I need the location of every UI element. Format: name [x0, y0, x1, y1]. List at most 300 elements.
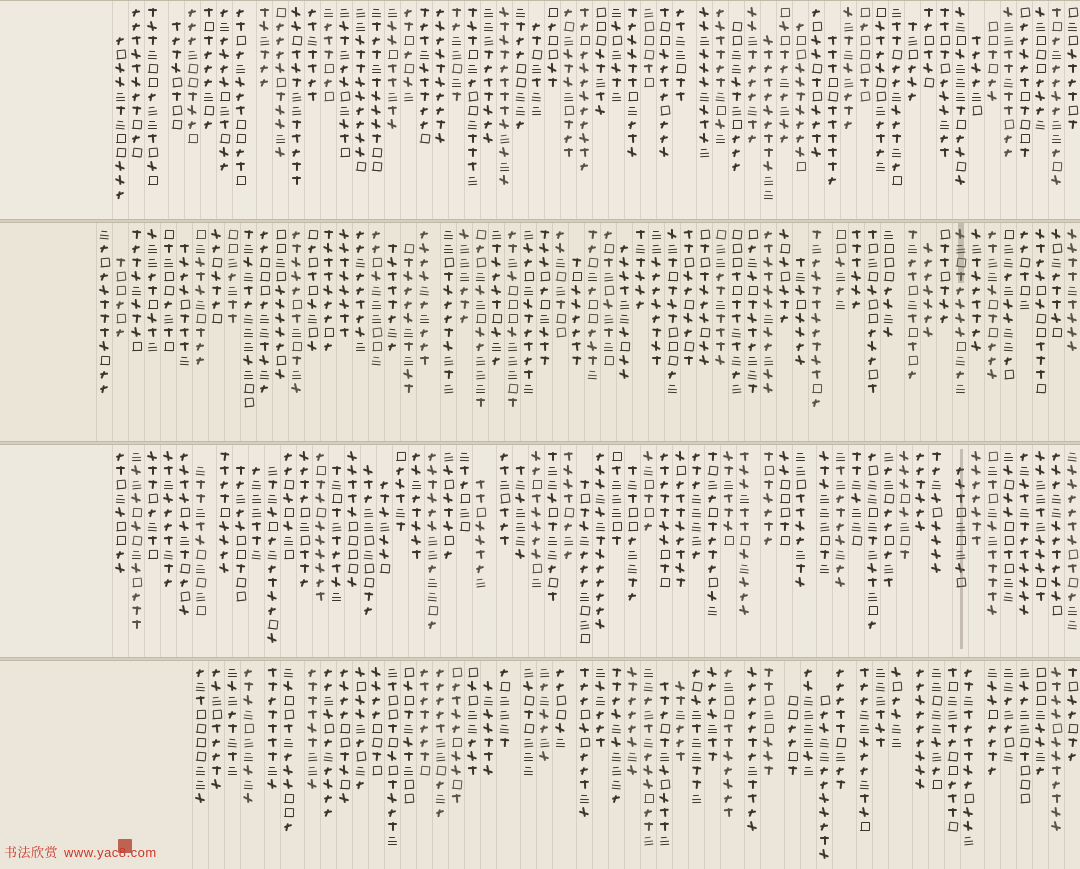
glyph-stroke: [211, 709, 223, 721]
glyph-stroke: [499, 479, 511, 491]
glyph-stroke: [795, 257, 807, 269]
handwritten-glyphs: [595, 7, 607, 116]
glyph-stroke: [370, 694, 382, 706]
glyph-stroke: [131, 465, 143, 477]
glyph-stroke: [955, 91, 966, 102]
glyph-stroke: [842, 6, 854, 18]
glyph-stroke: [523, 243, 535, 255]
glyph-stroke: [811, 119, 823, 131]
glyph-stroke: [418, 6, 430, 18]
glyph-stroke: [179, 341, 191, 353]
glyph-stroke: [682, 256, 694, 268]
glyph-stroke: [499, 105, 510, 116]
glyph-stroke: [1035, 451, 1046, 462]
glyph-stroke: [218, 48, 230, 60]
glyph-stroke: [403, 737, 414, 748]
glyph-stroke: [498, 464, 510, 476]
glyph-stroke: [883, 313, 895, 325]
glyph-stroke: [811, 271, 822, 282]
glyph-stroke: [723, 765, 734, 776]
glyph-stroke: [563, 535, 575, 547]
glyph-stroke: [659, 737, 670, 748]
glyph-stroke: [787, 709, 799, 721]
glyph-stroke: [747, 257, 759, 269]
glyph-stroke: [443, 549, 454, 560]
glyph-stroke: [419, 35, 431, 47]
glyph-stroke: [523, 723, 535, 735]
text-column: [552, 223, 568, 441]
glyph-stroke: [579, 807, 590, 818]
glyph-stroke: [627, 535, 638, 546]
glyph-stroke: [763, 161, 775, 173]
glyph-stroke: [418, 298, 430, 310]
handwritten-glyphs: [651, 229, 663, 366]
text-column: [840, 1, 856, 219]
text-column: [392, 445, 408, 657]
glyph-stroke: [731, 21, 743, 33]
glyph-stroke: [586, 228, 598, 240]
glyph-stroke: [595, 521, 606, 532]
glyph-stroke: [555, 285, 567, 297]
glyph-stroke: [667, 383, 679, 395]
glyph-stroke: [259, 313, 270, 324]
text-column: [208, 223, 224, 441]
glyph-stroke: [715, 133, 726, 144]
glyph-stroke: [675, 563, 687, 575]
glyph-stroke: [387, 271, 399, 283]
text-column: [736, 661, 744, 869]
glyph-stroke: [515, 493, 526, 504]
glyph-stroke: [331, 493, 342, 504]
handwritten-glyphs: [915, 451, 927, 532]
glyph-stroke: [251, 507, 263, 519]
handwritten-glyphs: [563, 7, 575, 158]
glyph-stroke: [675, 91, 687, 103]
glyph-stroke: [386, 312, 398, 324]
glyph-stroke: [875, 105, 886, 116]
glyph-stroke: [803, 695, 815, 707]
glyph-stroke: [307, 341, 319, 353]
glyph-stroke: [563, 479, 574, 490]
glyph-stroke: [891, 35, 903, 47]
text-column: [328, 445, 344, 657]
glyph-stroke: [659, 479, 671, 491]
glyph-stroke: [875, 709, 887, 721]
glyph-stroke: [323, 793, 334, 804]
glyph-stroke: [370, 326, 382, 338]
glyph-stroke: [835, 521, 847, 533]
glyph-stroke: [699, 77, 710, 88]
glyph-stroke: [595, 535, 607, 547]
glyph-stroke: [819, 849, 830, 860]
glyph-stroke: [827, 161, 838, 172]
text-column: [792, 1, 808, 219]
glyph-stroke: [1066, 576, 1078, 588]
glyph-stroke: [683, 355, 694, 366]
glyph-stroke: [803, 737, 814, 748]
glyph-stroke: [795, 161, 806, 172]
glyph-stroke: [1050, 520, 1062, 532]
glyph-stroke: [363, 493, 375, 505]
glyph-stroke: [1002, 48, 1014, 60]
glyph-stroke: [266, 562, 278, 574]
glyph-stroke: [691, 695, 703, 707]
glyph-stroke: [923, 7, 934, 18]
glyph-stroke: [522, 666, 534, 678]
text-column: [1016, 445, 1032, 657]
handwritten-glyphs: [611, 451, 623, 546]
glyph-stroke: [795, 479, 807, 491]
glyph-stroke: [371, 105, 382, 116]
glyph-stroke: [474, 492, 486, 504]
glyph-stroke: [907, 77, 918, 88]
glyph-stroke: [746, 382, 758, 394]
glyph-stroke: [459, 243, 471, 255]
glyph-stroke: [314, 506, 326, 518]
glyph-stroke: [507, 369, 518, 380]
glyph-stroke: [371, 7, 382, 18]
glyph-stroke: [403, 383, 415, 395]
glyph-stroke: [531, 91, 543, 103]
glyph-stroke: [1035, 35, 1046, 46]
glyph-stroke: [667, 257, 679, 269]
glyph-stroke: [987, 695, 999, 707]
glyph-stroke: [283, 723, 295, 735]
glyph-stroke: [539, 751, 551, 763]
glyph-stroke: [578, 506, 590, 518]
glyph-stroke: [762, 506, 774, 518]
glyph-stroke: [939, 77, 951, 89]
glyph-stroke: [322, 708, 334, 720]
glyph-stroke: [747, 243, 758, 254]
glyph-stroke: [130, 34, 142, 46]
handwritten-glyphs: [203, 7, 215, 130]
glyph-stroke: [658, 708, 670, 720]
glyph-stroke: [419, 327, 431, 339]
glyph-stroke: [466, 90, 478, 102]
glyph-stroke: [707, 507, 718, 518]
glyph-stroke: [947, 681, 958, 692]
glyph-stroke: [275, 91, 287, 103]
glyph-stroke: [579, 133, 591, 145]
glyph-stroke: [1051, 591, 1062, 602]
glyph-stroke: [130, 76, 142, 88]
handwritten-glyphs: [99, 229, 111, 394]
glyph-stroke: [419, 313, 430, 324]
glyph-stroke: [667, 341, 678, 352]
handwritten-glyphs: [275, 7, 287, 158]
glyph-stroke: [1019, 299, 1031, 311]
glyph-stroke: [99, 327, 110, 338]
text-column: [776, 1, 792, 219]
glyph-stroke: [259, 383, 271, 395]
glyph-stroke: [579, 35, 590, 46]
handwritten-glyphs: [323, 229, 335, 352]
glyph-stroke: [715, 77, 726, 88]
glyph-stroke: [355, 229, 366, 240]
glyph-stroke: [987, 369, 999, 381]
text-column: [512, 661, 520, 869]
glyph-stroke: [147, 535, 158, 546]
glyph-stroke: [858, 680, 870, 692]
glyph-stroke: [130, 478, 142, 490]
glyph-stroke: [843, 119, 855, 131]
glyph-stroke: [419, 119, 431, 131]
glyph-stroke: [403, 21, 415, 33]
glyph-stroke: [827, 77, 838, 88]
glyph-stroke: [147, 7, 158, 18]
glyph-stroke: [739, 465, 750, 476]
glyph-stroke: [371, 49, 383, 61]
glyph-stroke: [267, 591, 278, 602]
glyph-stroke: [747, 49, 758, 60]
glyph-stroke: [363, 605, 374, 616]
glyph-stroke: [210, 736, 222, 748]
glyph-stroke: [635, 299, 646, 310]
glyph-stroke: [939, 285, 951, 297]
glyph-stroke: [1003, 285, 1014, 296]
handwritten-glyphs: [307, 7, 319, 102]
glyph-stroke: [819, 507, 830, 518]
glyph-stroke: [963, 695, 975, 707]
glyph-stroke: [299, 465, 311, 477]
glyph-stroke: [874, 62, 886, 74]
glyph-stroke: [867, 577, 878, 588]
text-column: [616, 223, 632, 441]
glyph-stroke: [963, 821, 975, 833]
glyph-stroke: [187, 105, 199, 117]
glyph-stroke: [891, 77, 903, 89]
glyph-stroke: [475, 369, 487, 381]
glyph-stroke: [355, 133, 366, 144]
glyph-stroke: [482, 708, 494, 720]
glyph-stroke: [467, 21, 479, 33]
glyph-stroke: [747, 313, 758, 324]
glyph-stroke: [987, 91, 998, 102]
glyph-stroke: [147, 77, 158, 88]
text-column: [824, 1, 840, 219]
handwritten-glyphs: [483, 681, 495, 776]
glyph-stroke: [1034, 340, 1046, 352]
text-column: [320, 1, 336, 219]
glyph-stroke: [611, 681, 623, 693]
handwritten-glyphs: [475, 229, 487, 408]
glyph-stroke: [659, 63, 671, 75]
glyph-stroke: [331, 465, 342, 476]
glyph-stroke: [387, 119, 398, 130]
glyph-stroke: [1035, 285, 1046, 296]
handwritten-glyphs: [475, 479, 487, 588]
handwritten-glyphs: [659, 681, 671, 846]
glyph-stroke: [163, 257, 174, 268]
glyph-stroke: [659, 723, 671, 735]
glyph-stroke: [259, 243, 270, 254]
glyph-stroke: [747, 821, 759, 833]
text-column: [376, 445, 392, 657]
glyph-stroke: [987, 35, 998, 46]
text-column: [688, 661, 704, 869]
glyph-stroke: [243, 341, 254, 352]
glyph-stroke: [939, 147, 950, 158]
glyph-stroke: [763, 285, 774, 296]
glyph-stroke: [219, 35, 230, 46]
glyph-stroke: [811, 7, 823, 19]
glyph-stroke: [235, 563, 247, 575]
glyph-stroke: [299, 493, 310, 504]
glyph-stroke: [115, 105, 127, 117]
handwritten-glyphs: [283, 667, 295, 832]
glyph-stroke: [859, 723, 870, 734]
glyph-stroke: [859, 737, 871, 749]
glyph-stroke: [227, 667, 238, 678]
glyph-stroke: [1019, 147, 1031, 159]
glyph-stroke: [235, 77, 246, 88]
glyph-stroke: [427, 563, 439, 575]
text-column: [232, 445, 248, 657]
glyph-stroke: [219, 119, 231, 131]
glyph-stroke: [674, 722, 686, 734]
glyph-stroke: [371, 765, 383, 777]
glyph-stroke: [571, 271, 582, 282]
glyph-stroke: [738, 576, 750, 588]
glyph-stroke: [290, 6, 302, 18]
text-column: [560, 1, 576, 219]
glyph-stroke: [658, 764, 670, 776]
glyph-stroke: [403, 667, 415, 679]
glyph-stroke: [283, 451, 294, 462]
glyph-stroke: [611, 521, 622, 532]
glyph-stroke: [1035, 751, 1046, 762]
glyph-stroke: [563, 521, 575, 533]
glyph-stroke: [482, 48, 494, 60]
glyph-stroke: [474, 478, 486, 490]
glyph-stroke: [275, 299, 287, 311]
glyph-stroke: [851, 465, 862, 476]
glyph-stroke: [114, 270, 126, 282]
glyph-stroke: [491, 257, 502, 268]
glyph-stroke: [962, 834, 974, 846]
glyph-stroke: [283, 821, 295, 833]
glyph-stroke: [970, 242, 982, 254]
glyph-stroke: [955, 119, 966, 130]
handwritten-glyphs: [803, 667, 815, 776]
glyph-stroke: [466, 160, 478, 172]
glyph-stroke: [115, 161, 126, 172]
text-column: [584, 223, 600, 441]
glyph-stroke: [675, 549, 687, 561]
handwritten-glyphs: [595, 667, 607, 748]
glyph-stroke: [371, 147, 383, 159]
glyph-stroke: [834, 548, 846, 560]
glyph-stroke: [235, 21, 246, 32]
glyph-stroke: [834, 576, 846, 588]
glyph-stroke: [931, 765, 942, 776]
glyph-stroke: [291, 355, 303, 367]
glyph-stroke: [147, 465, 158, 476]
glyph-stroke: [1067, 695, 1079, 707]
glyph-stroke: [666, 326, 678, 338]
glyph-stroke: [387, 91, 399, 103]
glyph-stroke: [507, 313, 518, 324]
glyph-stroke: [1066, 520, 1078, 532]
glyph-stroke: [531, 479, 542, 490]
text-column: [352, 223, 368, 441]
glyph-stroke: [1003, 521, 1014, 532]
glyph-stroke: [1034, 722, 1046, 734]
glyph-stroke: [987, 341, 998, 352]
glyph-stroke: [195, 257, 207, 269]
glyph-stroke: [371, 681, 383, 693]
glyph-stroke: [459, 285, 470, 296]
text-column: [808, 1, 824, 219]
text-column: [128, 445, 144, 657]
glyph-stroke: [451, 7, 462, 18]
glyph-stroke: [883, 271, 895, 283]
glyph-stroke: [643, 765, 654, 776]
glyph-stroke: [914, 464, 926, 476]
glyph-stroke: [195, 285, 207, 297]
glyph-stroke: [419, 765, 431, 777]
glyph-stroke: [658, 792, 670, 804]
handwritten-glyphs: [499, 7, 511, 186]
glyph-stroke: [147, 147, 159, 159]
glyph-stroke: [386, 284, 398, 296]
glyph-stroke: [386, 708, 398, 720]
glyph-stroke: [683, 299, 695, 311]
glyph-stroke: [531, 105, 542, 116]
glyph-stroke: [427, 521, 439, 533]
glyph-stroke: [323, 257, 335, 269]
glyph-stroke: [579, 119, 591, 131]
text-column: [352, 1, 368, 219]
glyph-stroke: [586, 256, 598, 268]
glyph-stroke: [859, 35, 871, 47]
handwritten-glyphs: [403, 243, 415, 394]
handwritten-glyphs: [883, 229, 895, 338]
handwritten-glyphs: [891, 7, 903, 186]
glyph-stroke: [147, 257, 158, 268]
glyph-stroke: [763, 257, 774, 268]
glyph-stroke: [354, 750, 366, 762]
glyph-stroke: [579, 709, 591, 721]
handwritten-glyphs: [611, 667, 623, 804]
glyph-stroke: [547, 507, 558, 518]
glyph-stroke: [811, 105, 823, 117]
glyph-stroke: [131, 327, 142, 338]
glyph-stroke: [818, 778, 830, 790]
handwritten-glyphs: [643, 451, 655, 532]
glyph-stroke: [498, 132, 510, 144]
glyph-stroke: [946, 708, 958, 720]
glyph-stroke: [883, 521, 894, 532]
glyph-stroke: [195, 695, 207, 707]
glyph-stroke: [195, 737, 207, 749]
text-column: [608, 445, 624, 657]
glyph-stroke: [1051, 751, 1063, 763]
glyph-stroke: [786, 694, 798, 706]
glyph-stroke: [387, 821, 398, 832]
text-column: [192, 445, 208, 657]
glyph-stroke: [179, 257, 190, 268]
handwritten-glyphs: [595, 451, 607, 630]
glyph-stroke: [930, 694, 942, 706]
glyph-stroke: [1019, 793, 1031, 805]
handwritten-glyphs: [627, 667, 639, 776]
glyph-stroke: [491, 327, 503, 339]
handwritten-glyphs: [907, 229, 919, 380]
glyph-stroke: [235, 479, 246, 490]
text-column: [832, 445, 848, 657]
